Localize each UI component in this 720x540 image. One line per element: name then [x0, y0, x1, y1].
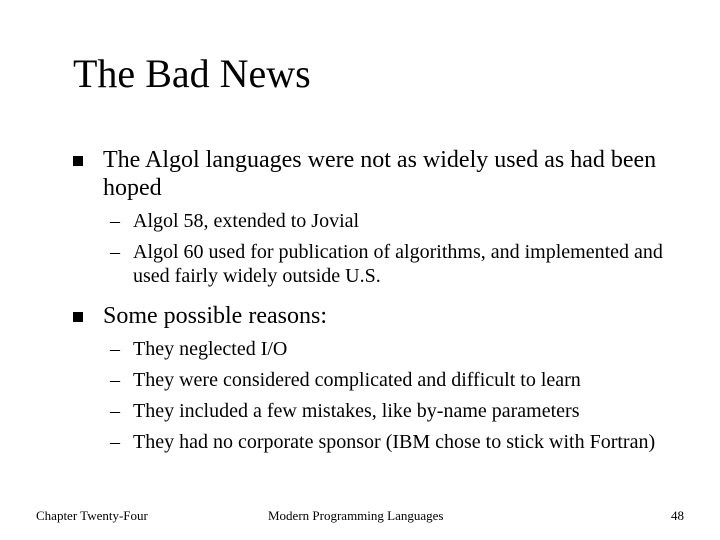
dash-bullet-icon: – [110, 431, 120, 453]
dash-bullet-icon: – [110, 369, 120, 391]
square-bullet-icon [73, 156, 83, 166]
bullet-text: The Algol languages were not as widely used as had been hoped [103, 147, 657, 201]
slide-title: The Bad News [73, 51, 311, 96]
sub-item [110, 240, 690, 288]
sub-item-text: Algol 58, extended to Jovial [133, 210, 360, 232]
footer-chapter: Chapter Twenty-Four [36, 508, 148, 523]
footer-course-title: Modern Programming Languages [268, 508, 444, 523]
sub-list [110, 209, 690, 295]
bullet-text: Some possible reasons: [103, 303, 327, 329]
sub-item-text: They had no corporate sponsor (IBM chose to stick with Fortran) [133, 431, 656, 453]
sub-item [110, 399, 690, 423]
bullet-item [73, 302, 693, 330]
dash-bullet-icon: – [110, 338, 120, 360]
sub-item-text: They were considered complicated and difficult to learn [133, 369, 581, 391]
sub-item-text: Algol 60 used for publication of algorithms, and implemented and used fairly widely outside U.S. [133, 241, 663, 287]
sub-item-text: They included a few mistakes, like by-name parameters [133, 400, 580, 422]
dash-bullet-icon: – [110, 241, 120, 263]
sub-item [110, 209, 690, 233]
sub-list [110, 337, 690, 461]
sub-item-text: They neglected I/O [133, 338, 288, 360]
footer-page-number: 48 [671, 508, 684, 523]
sub-item [110, 368, 690, 392]
dash-bullet-icon: – [110, 400, 120, 422]
square-bullet-icon [73, 312, 83, 322]
dash-bullet-icon: – [110, 210, 120, 232]
sub-item [110, 337, 690, 361]
sub-item [110, 430, 690, 454]
bullet-item [73, 146, 693, 202]
